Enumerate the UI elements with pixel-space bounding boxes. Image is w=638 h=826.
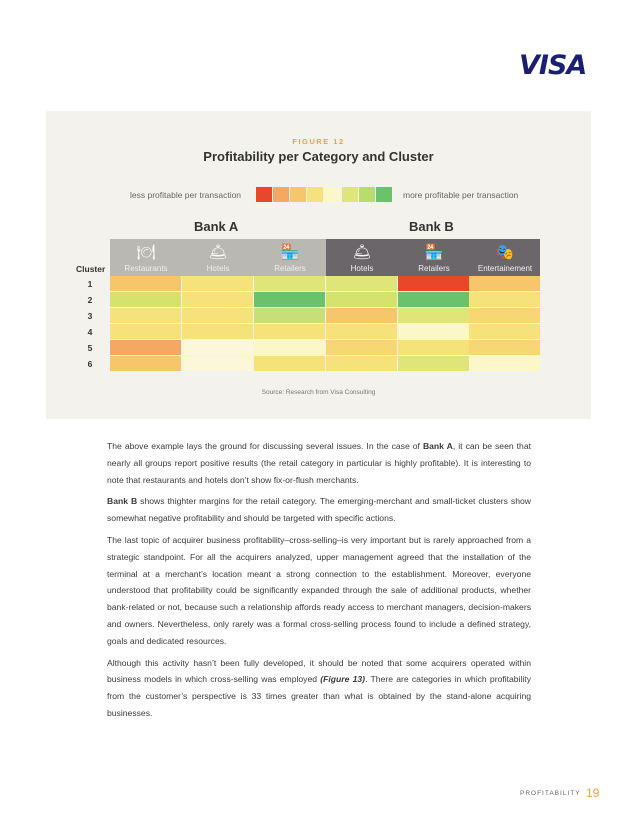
heatmap-cell xyxy=(469,308,540,323)
heatmap-cell xyxy=(398,308,469,323)
cluster-label: Cluster xyxy=(76,264,106,274)
cluster-row-number: 4 xyxy=(87,327,93,337)
body-text xyxy=(107,438,531,727)
heatmap-cell xyxy=(182,340,253,355)
storefront-icon: 🏪 xyxy=(280,244,300,261)
heatmap-cell xyxy=(254,356,325,371)
page-number: 19 xyxy=(586,786,600,800)
legend-swatch xyxy=(342,187,358,202)
theater-masks-icon: 🎭 xyxy=(495,244,515,261)
heatmap-cell xyxy=(326,356,397,371)
legend-swatch xyxy=(273,187,289,202)
legend-swatch xyxy=(290,187,306,202)
heatmap-cell xyxy=(254,276,325,291)
legend-swatch xyxy=(324,187,340,202)
heatmap-cell xyxy=(182,324,253,339)
heatmap-cell xyxy=(398,276,469,291)
legend-swatch xyxy=(307,187,323,202)
column-label: Retailers xyxy=(274,264,306,273)
heatmap-cell xyxy=(110,276,181,291)
legend-less-label: less profitable per transaction xyxy=(130,190,242,200)
heatmap-cell xyxy=(254,340,325,355)
heatmap-cell xyxy=(182,292,253,307)
heatmap-cell xyxy=(398,324,469,339)
bank-a-heading: Bank A xyxy=(194,219,239,234)
heatmap-cell xyxy=(254,308,325,323)
legend-swatch xyxy=(256,187,272,202)
column-label: Restaurants xyxy=(124,264,168,273)
plate-icon: 🍽 xyxy=(136,244,156,261)
heatmap-cell xyxy=(469,276,540,291)
heatmap-cell xyxy=(469,292,540,307)
heatmap-cell xyxy=(326,324,397,339)
heatmap-cell xyxy=(398,340,469,355)
cloche-icon: 🛎 xyxy=(352,244,372,261)
paragraph-3: The last topic of acquirer business profitability–cross-selling–is very important but is rarely approached from a strategic standpoint. For all the acquirers analyzed, upper management agreed that the installation of the terminal at a merchant’s location meant a strong connection to the establishment. Moreover, everyone understood that profitability could be significantly expanded through the sale of additional products, whether bank-related or not, because such a relationship affords ready access to merchant managers, decision-makers and owners. Nevertheless, only rarely was a formal cross-selling process found to include a defined strategy, goals and dedicated resources. xyxy=(107,534,531,646)
legend-swatch xyxy=(376,187,392,202)
figure-label: FIGURE 12 xyxy=(292,137,345,146)
cluster-row-number: 1 xyxy=(87,279,93,289)
heatmap-cell xyxy=(110,356,181,371)
heatmap-cell xyxy=(398,356,469,371)
heatmap-cell xyxy=(326,292,397,307)
heatmap-cell xyxy=(182,356,253,371)
heatmap-cell xyxy=(110,324,181,339)
column-label: Hotels xyxy=(206,264,230,273)
heatmap-cell xyxy=(398,292,469,307)
legend-more-label: more profitable per transaction xyxy=(403,190,519,200)
figure-title: Profitability per Category and Cluster xyxy=(203,149,434,164)
cluster-row-number: 5 xyxy=(87,343,93,353)
figure-panel xyxy=(46,111,591,419)
storefront-icon: 🏪 xyxy=(424,244,444,261)
column-label: Hotels xyxy=(350,264,374,273)
legend-swatch xyxy=(359,187,375,202)
cloche-icon: 🛎 xyxy=(208,244,228,261)
heatmap-cell xyxy=(326,340,397,355)
visa-logo: VISA xyxy=(519,50,587,81)
heatmap-cell xyxy=(254,292,325,307)
column-label: Retailers xyxy=(418,264,450,273)
heatmap-cell xyxy=(326,276,397,291)
footer-section-label: PROFITABILITY xyxy=(520,790,581,797)
figure-source: Source: Research from Visa Consulting xyxy=(261,389,376,396)
paragraph-4: Although this activity hasn’t been fully developed, it should be noted that some acquirers operated within business models in which cross-selling was employed (Figure 13). There are categories in which profitability from the customer’s perspective is 33 times greater than what is obtained by the stand-alone acquiring businesses. xyxy=(107,657,531,718)
heatmap-cell xyxy=(469,340,540,355)
heatmap-cell xyxy=(182,308,253,323)
heatmap-cell xyxy=(254,324,325,339)
heatmap-cell xyxy=(110,308,181,323)
heatmap-cell xyxy=(326,308,397,323)
column-label: Entertainement xyxy=(477,264,533,273)
heatmap-cell xyxy=(182,276,253,291)
heatmap-cell xyxy=(110,292,181,307)
heatmap-cell xyxy=(469,324,540,339)
cluster-row-number: 2 xyxy=(87,295,93,305)
cluster-row-number: 6 xyxy=(87,359,93,369)
heatmap-cell xyxy=(469,356,540,371)
paragraph-2: Bank B shows thighter margins for the retail category. The emerging-merchant and small-ticket clusters show somewhat negative profitability and should be targeted with specific actions. xyxy=(107,496,531,524)
heatmap-cell xyxy=(110,340,181,355)
bank-b-heading: Bank B xyxy=(409,219,454,234)
paragraph-1: The above example lays the ground for discussing several issues. In the case of Bank A, it can be seen that nearly all groups report positive results (the retail category in particular is highly profitable). It is interesting to note that restaurants and hotels don’t show fix-or-flush merchants. xyxy=(107,441,531,485)
cluster-row-number: 3 xyxy=(87,311,93,321)
